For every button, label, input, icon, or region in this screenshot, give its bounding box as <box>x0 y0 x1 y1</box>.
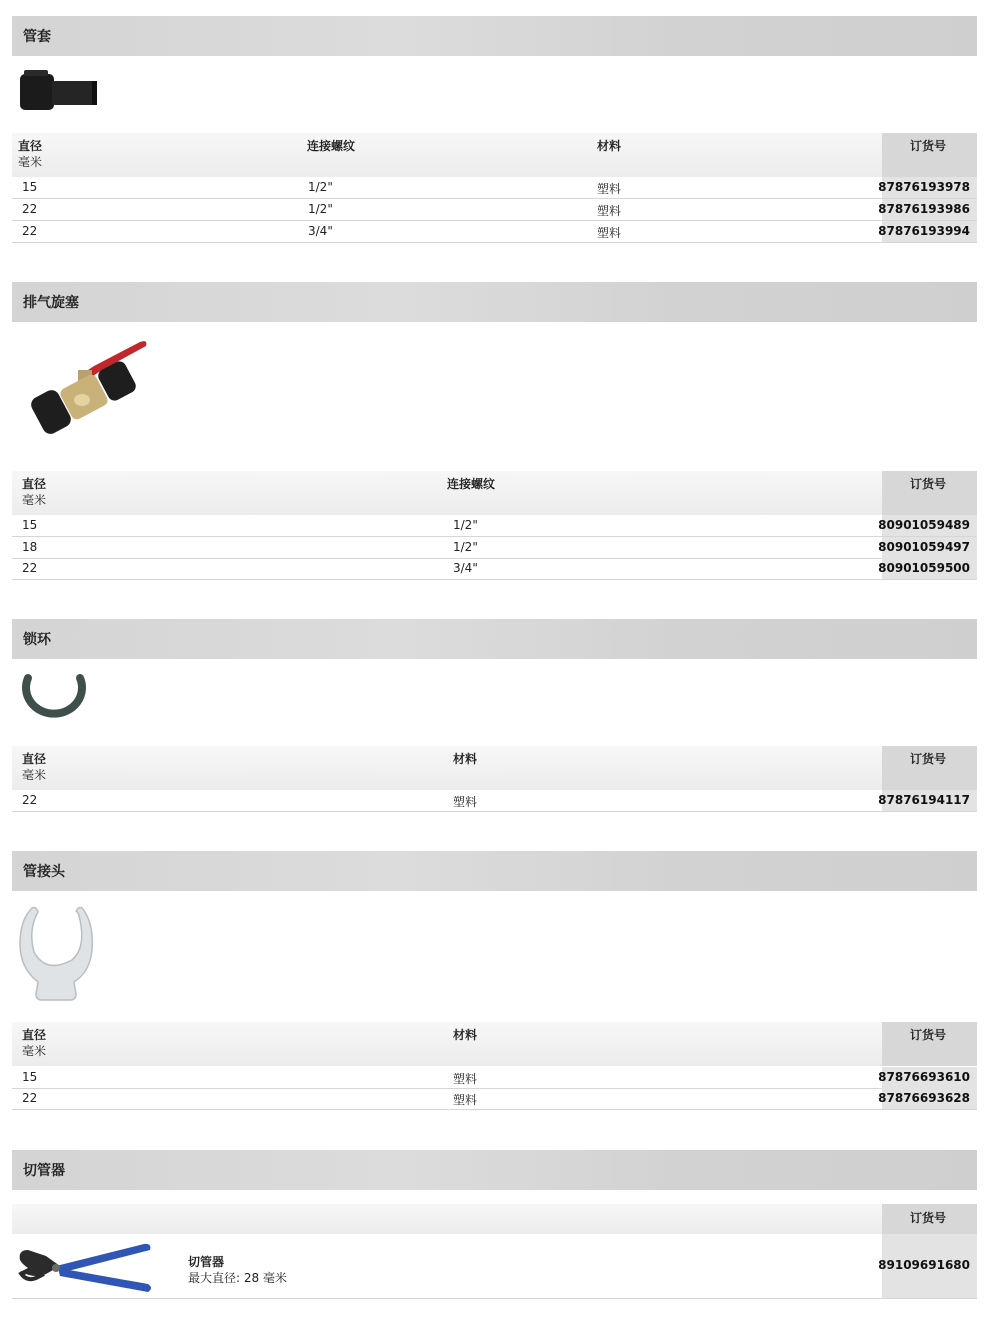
column-header-order: 订货号 <box>910 1211 947 1225</box>
cell-order: 87876693610 <box>882 1067 977 1088</box>
cell-order: 87876193986 <box>882 199 977 220</box>
cell-order: 87876194117 <box>882 790 977 811</box>
table-row <box>12 558 977 580</box>
cell-order: 80901059497 <box>882 537 977 558</box>
pipe-clip-product-image <box>18 904 96 1004</box>
section-header-lock-ring <box>12 619 977 659</box>
cell-material: 塑料 <box>453 795 478 809</box>
column-header-material: 材料 <box>597 139 622 153</box>
cell-diameter: 15 <box>22 180 38 194</box>
vent-valve-product-image <box>22 336 152 448</box>
column-header-thread: 连接螺纹 <box>307 139 356 153</box>
table-row <box>12 199 977 221</box>
cell-order: 80901059500 <box>882 558 977 579</box>
section-title: 切管器 <box>23 1163 65 1179</box>
table-row <box>12 177 977 199</box>
section-header-pipe-clip <box>12 851 977 891</box>
section-title: 锁环 <box>23 632 51 648</box>
cutter-description <box>188 1254 287 1286</box>
table-header <box>12 133 977 177</box>
table-header <box>12 1022 977 1066</box>
section-title: 管套 <box>23 29 51 45</box>
column-header-diameter: 直径 毫米 <box>22 477 47 507</box>
column-header-diameter: 直径 毫米 <box>22 1028 47 1058</box>
cell-order: 87876193994 <box>882 221 977 242</box>
sleeve-product-image <box>18 68 100 114</box>
cell-order: 89109691680 <box>882 1234 977 1298</box>
column-header-order: 订货号 <box>910 139 947 153</box>
order-column-header-bg <box>882 1022 977 1066</box>
section-title: 管接头 <box>23 864 65 880</box>
table-row <box>12 537 977 559</box>
column-header-diameter: 直径 毫米 <box>22 752 47 782</box>
cell-material: 塑料 <box>597 226 622 240</box>
column-header-diameter: 直径 毫米 <box>18 139 43 169</box>
cell-order: 80901059489 <box>882 515 977 536</box>
table-header <box>12 746 977 790</box>
cell-diameter: 22 <box>22 202 38 216</box>
table-row <box>12 1088 977 1110</box>
table-header <box>12 1204 977 1234</box>
order-column-header-bg <box>882 133 977 177</box>
section-header-vent-valve <box>12 282 977 322</box>
pipe-cutter-product-image <box>16 1238 156 1294</box>
cell-diameter: 15 <box>22 518 38 532</box>
cell-diameter: 22 <box>22 224 38 238</box>
section-header-pipe-cutter <box>12 1150 977 1190</box>
cell-thread: 1/2" <box>453 518 478 532</box>
cell-thread: 1/2" <box>308 180 333 194</box>
table-row <box>12 515 977 537</box>
order-column-header-bg <box>882 471 977 515</box>
cell-thread: 1/2" <box>453 540 478 554</box>
cell-thread: 3/4" <box>453 561 478 575</box>
cell-diameter: 22 <box>22 561 38 575</box>
cell-order: 87876693628 <box>882 1088 977 1109</box>
column-header-material: 材料 <box>453 1028 478 1042</box>
order-column-header-bg <box>882 1204 977 1234</box>
column-header-material: 材料 <box>453 752 478 766</box>
cutter-name: 切管器 <box>188 1255 225 1269</box>
cell-diameter: 22 <box>22 1091 38 1105</box>
cutter-spec: 最大直径: 28 毫米 <box>188 1271 287 1285</box>
section-title: 排气旋塞 <box>23 295 79 311</box>
cell-diameter: 15 <box>22 1070 38 1084</box>
column-header-order: 订货号 <box>910 752 947 766</box>
section-header-sleeve <box>12 16 977 56</box>
cell-diameter: 18 <box>22 540 38 554</box>
table-row <box>12 221 977 243</box>
table-row <box>12 1067 977 1089</box>
column-header-order: 订货号 <box>910 477 947 491</box>
cell-material: 塑料 <box>453 1093 478 1107</box>
cell-material: 塑料 <box>597 204 622 218</box>
cell-diameter: 22 <box>22 793 38 807</box>
cell-material: 塑料 <box>597 182 622 196</box>
cell-order: 87876193978 <box>882 177 977 198</box>
cell-material: 塑料 <box>453 1072 478 1086</box>
column-header-thread: 连接螺纹 <box>447 477 496 491</box>
lock-ring-product-image <box>18 668 90 730</box>
cell-thread: 3/4" <box>308 224 333 238</box>
order-column-header-bg <box>882 746 977 790</box>
table-row <box>12 1234 977 1299</box>
column-header-order: 订货号 <box>910 1028 947 1042</box>
table-row <box>12 790 977 812</box>
cell-thread: 1/2" <box>308 202 333 216</box>
table-header <box>12 471 977 515</box>
